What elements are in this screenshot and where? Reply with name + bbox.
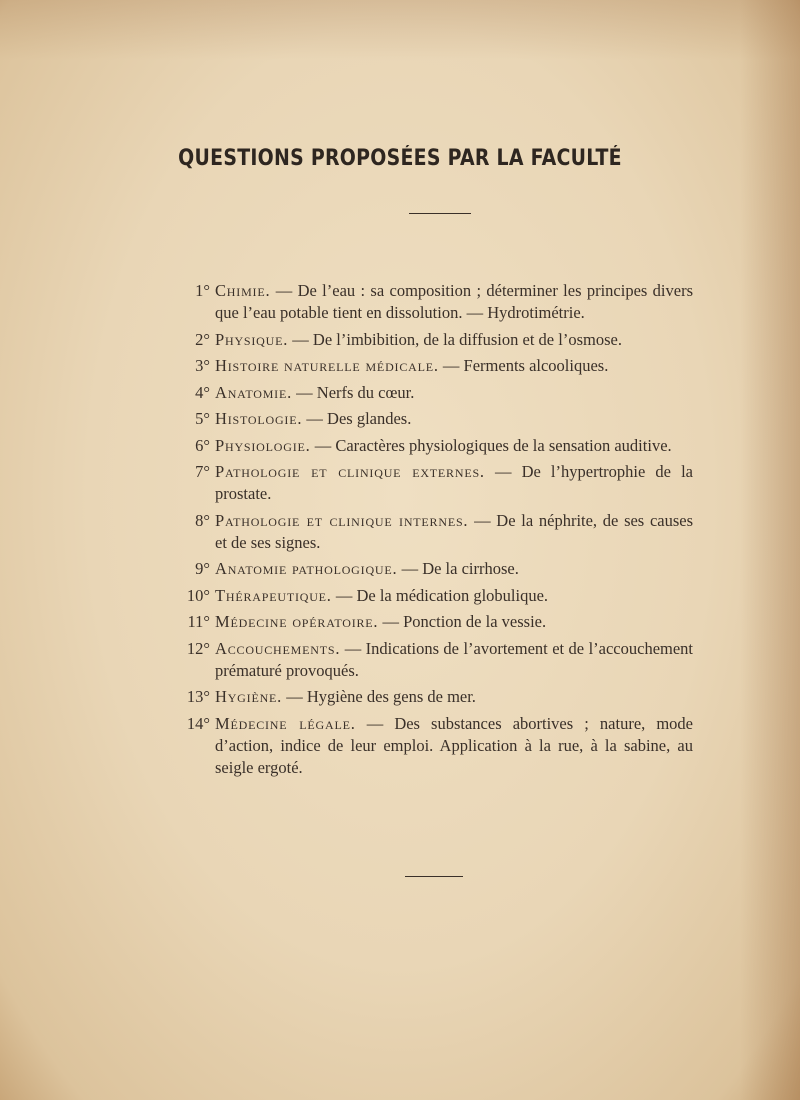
- question-subject: Médecine légale.: [215, 713, 356, 733]
- question-number: 10°: [186, 585, 210, 605]
- question-text: Hygiène des gens de mer.: [306, 687, 476, 706]
- question-number: 14°: [186, 713, 210, 733]
- question-body: Physique. — De l’imbibition, de la diffusion et de l’osmose.: [215, 329, 622, 349]
- question-subject: Chimie.: [215, 281, 271, 300]
- question-item: [170, 558, 693, 580]
- question-subject: Anatomie.: [215, 382, 293, 402]
- question-body: Histologie. — Des glandes.: [215, 409, 412, 428]
- end-divider: [405, 876, 463, 877]
- question-text: De l’imbibition, de la diffusion et de l’osmose.: [312, 329, 622, 349]
- question-body: Histoire naturelle médicale. — Ferments alcooliques.: [215, 356, 609, 375]
- question-text: De la cirrhose.: [422, 559, 519, 578]
- question-number: 2°: [195, 329, 210, 349]
- question-body: Pathologie et clinique internes. — De la néphrite, de ses causes et de ses signes.: [215, 510, 694, 552]
- question-item: [170, 329, 693, 351]
- question-text: De la médication globulique.: [356, 585, 549, 605]
- question-subject: Médecine opératoire.: [215, 612, 379, 631]
- question-number: 9°: [195, 559, 210, 578]
- question-subject: Anatomie pathologique.: [215, 559, 398, 578]
- question-body: Hygiène. — Hygiène des gens de mer.: [215, 687, 476, 706]
- question-number: 11°: [187, 612, 210, 631]
- question-item: [170, 611, 693, 633]
- question-subject: Physique.: [215, 329, 289, 349]
- question-text: Caractères physiologiques de la sensation auditive.: [335, 435, 672, 455]
- question-item: [170, 435, 693, 457]
- question-number: 5°: [195, 409, 210, 428]
- question-text: De la néphrite, de ses causes et de ses signes.: [215, 510, 694, 552]
- question-text: Des glandes.: [327, 409, 412, 428]
- question-text: Indications de l’avortement et de l’accouchement prématuré provoqués.: [215, 638, 694, 680]
- question-number: 12°: [186, 638, 210, 658]
- question-subject: Histoire naturelle médicale.: [215, 356, 439, 375]
- question-body: Thérapeutique. — De la médication globulique.: [215, 585, 549, 605]
- question-body: Pathologie et clinique externes. — De l’hypertrophie de la prostate.: [215, 462, 693, 503]
- question-item: [170, 510, 693, 554]
- question-text: Nerfs du cœur.: [316, 382, 415, 402]
- question-text: De l’hypertrophie de la prostate.: [215, 462, 693, 503]
- question-number: 4°: [195, 382, 210, 402]
- question-body: Anatomie pathologique. — De la cirrhose.: [215, 559, 519, 578]
- question-body: Médecine légale. — Des substances abortives ; nature, mode d’action, indice de leur emploi. Application à la rue, à la sabine, au seigle ergoté.: [215, 713, 693, 777]
- question-item: [170, 638, 693, 682]
- question-subject: Histologie.: [215, 409, 303, 428]
- question-subject: Hygiène.: [215, 687, 283, 706]
- question-subject: Pathologie et clinique externes.: [215, 462, 485, 481]
- page-top-shade: [0, 0, 800, 60]
- question-text: Des substances abortives ; nature, mode d’action, indice de leur emploi. Application à la rue, à la sabine, au seigle ergoté.: [215, 713, 693, 777]
- question-number: 1°: [195, 281, 210, 300]
- question-body: Accouchements. — Indications de l’avortement et de l’accouchement prématuré provoqués.: [215, 638, 694, 680]
- question-body: Anatomie. — Nerfs du cœur.: [215, 382, 415, 402]
- question-number: 8°: [195, 510, 210, 530]
- question-text: Ponction de la vessie.: [403, 612, 547, 631]
- question-body: Physiologie. — Caractères physiologiques de la sensation auditive.: [215, 435, 672, 455]
- page-edge-shade: [740, 0, 800, 1100]
- question-item: [170, 408, 693, 430]
- question-item: [170, 713, 693, 779]
- question-text: Ferments alcooliques.: [463, 356, 609, 375]
- question-subject: Pathologie et clinique internes.: [215, 510, 469, 530]
- question-subject: Thérapeutique.: [215, 585, 332, 605]
- questions-list: [170, 280, 693, 783]
- question-item: [170, 382, 693, 404]
- title-divider: [409, 213, 471, 214]
- question-number: 13°: [186, 687, 210, 706]
- question-item: [170, 355, 693, 377]
- question-subject: Physiologie.: [215, 435, 311, 455]
- question-subject: Accouchements.: [215, 638, 341, 658]
- question-body: Médecine opératoire. — Ponction de la vessie.: [215, 612, 547, 631]
- question-number: 6°: [195, 435, 210, 455]
- page-title: QUESTIONS PROPOSÉES PAR LA FACULTÉ: [178, 146, 622, 171]
- question-text: De l’eau : sa composition ; déterminer les principes divers que l’eau potable tient en dissolution. — Hydrotimétrie.: [215, 281, 694, 322]
- question-number: 3°: [195, 356, 210, 375]
- question-item: [170, 585, 693, 607]
- question-item: [170, 686, 693, 708]
- question-item: [170, 461, 693, 505]
- question-item: [170, 280, 693, 324]
- question-body: Chimie. — De l’eau : sa composition ; déterminer les principes divers que l’eau potable tient en dissolution. — Hydrotimétrie.: [215, 281, 694, 322]
- question-number: 7°: [195, 462, 210, 481]
